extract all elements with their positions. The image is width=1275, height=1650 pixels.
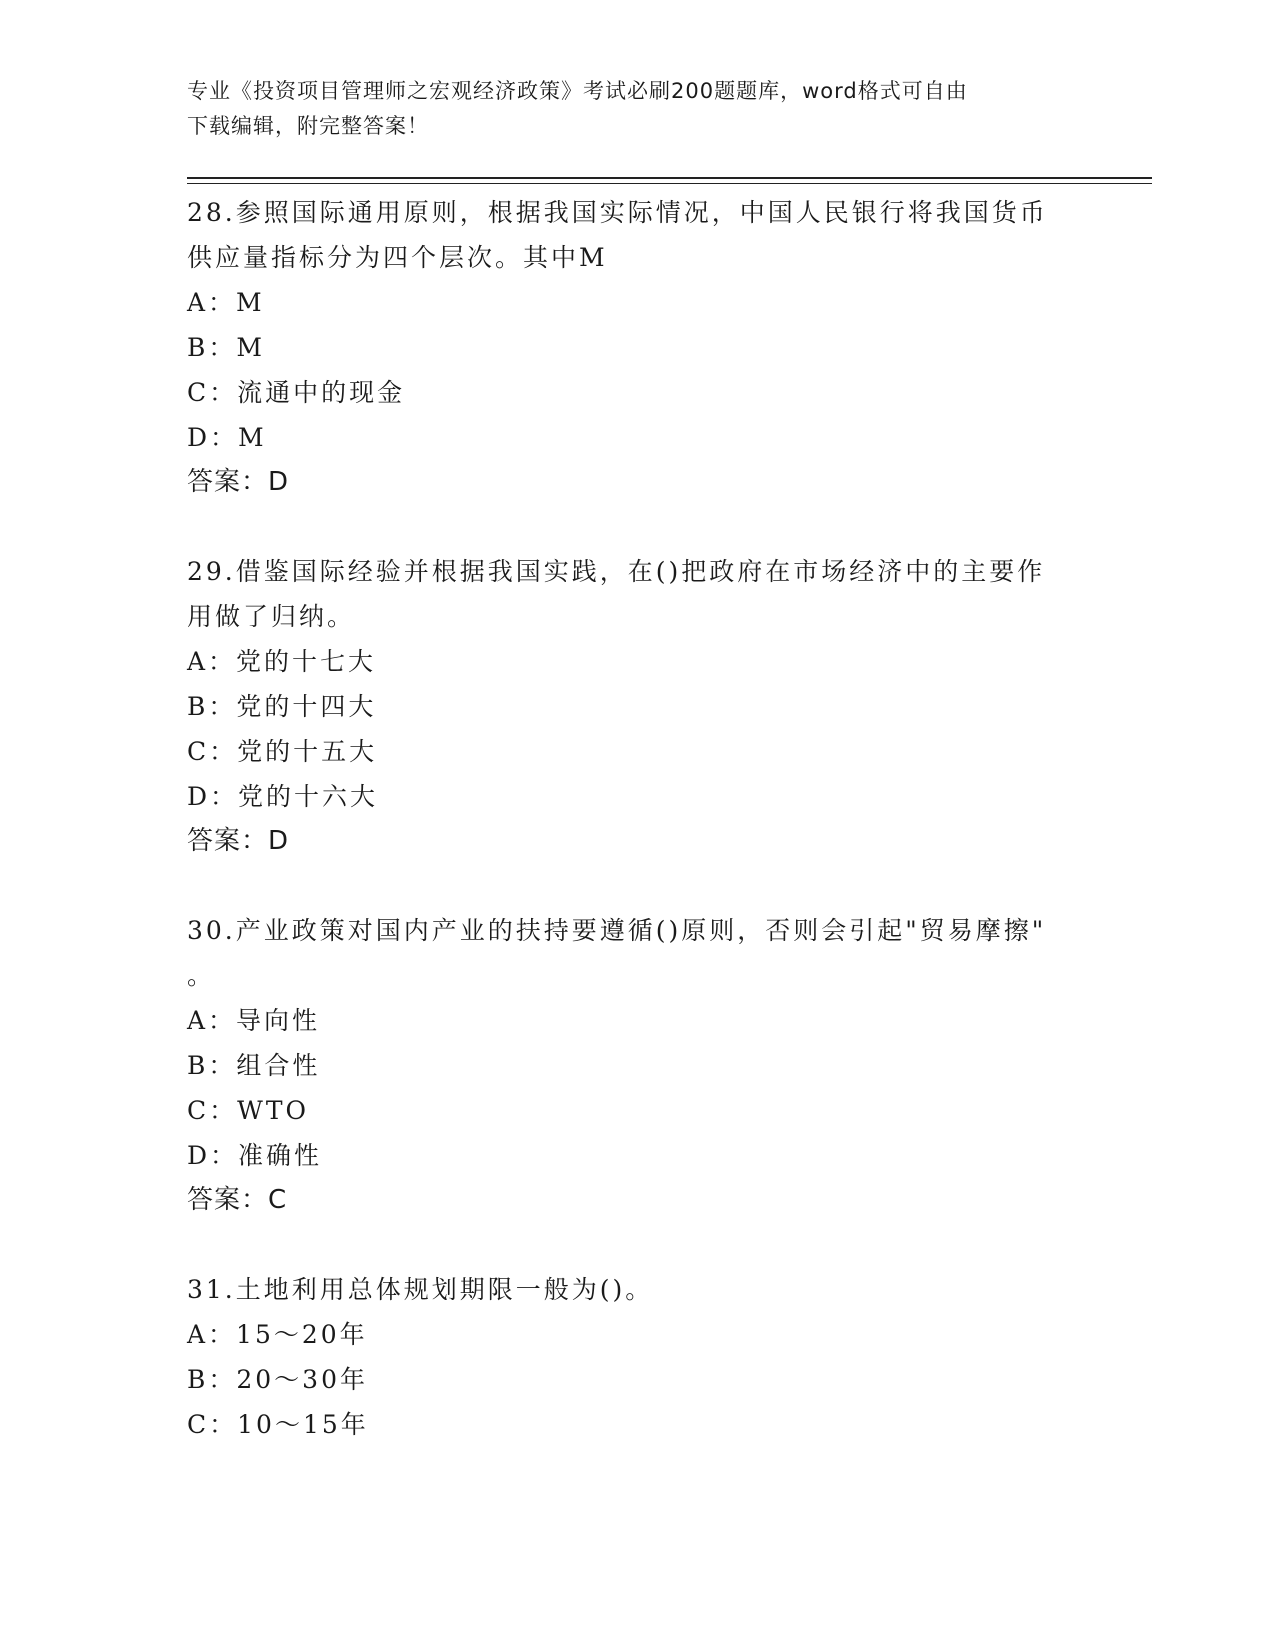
question-28 (187, 190, 1087, 505)
option-b: B：组合性 (187, 1051, 321, 1080)
option-b: B：党的十四大 (187, 692, 377, 721)
question-text-line: 29.借鉴国际经验并根据我国实践，在()把政府在市场经济中的主要作 (187, 557, 1046, 586)
question-29 (187, 549, 1087, 864)
question-text-line: 30.产业政策对国内产业的扶持要遵循()原则，否则会引起"贸易摩擦" (187, 916, 1047, 945)
question-31 (187, 1267, 1087, 1447)
header-line-2: 下载编辑，附完整答案！ (187, 114, 429, 138)
option-a: A：15～20年 (187, 1320, 368, 1349)
question-text-line: 31.土地利用总体规划期限一般为()。 (187, 1275, 654, 1304)
header-rule-thick (187, 177, 1152, 179)
option-c: C：10～15年 (187, 1410, 369, 1439)
option-d: D：准确性 (187, 1141, 323, 1170)
header-line-1: 专业《投资项目管理师之宏观经济政策》考试必刷200题题库，word格式可自由 (187, 79, 968, 103)
answer: 答案：D (187, 467, 290, 497)
option-c: C：流通中的现金 (187, 378, 406, 407)
option-c: C：党的十五大 (187, 737, 378, 766)
question-text-line: 。 (187, 961, 216, 990)
answer: 答案：C (187, 1185, 288, 1215)
option-c: C：WTO (187, 1096, 309, 1125)
option-d: D：党的十六大 (187, 782, 379, 811)
question-text-line: 供应量指标分为四个层次。其中M (187, 243, 608, 272)
option-b: B：20～30年 (187, 1365, 368, 1394)
option-b: B：M (187, 333, 265, 362)
page-header (187, 74, 1067, 144)
option-a: A：党的十七大 (187, 647, 377, 676)
question-text-line: 用做了归纳。 (187, 602, 356, 631)
option-a: A：M (187, 288, 265, 317)
question-list (187, 190, 1087, 1491)
option-d: D：M (187, 423, 267, 452)
option-a: A：导向性 (187, 1006, 321, 1035)
answer: 答案：D (187, 826, 290, 856)
header-rule-thin (187, 183, 1152, 184)
question-text-line: 28.参照国际通用原则，根据我国实际情况，中国人民银行将我国货币 (187, 198, 1048, 227)
question-30 (187, 908, 1087, 1223)
